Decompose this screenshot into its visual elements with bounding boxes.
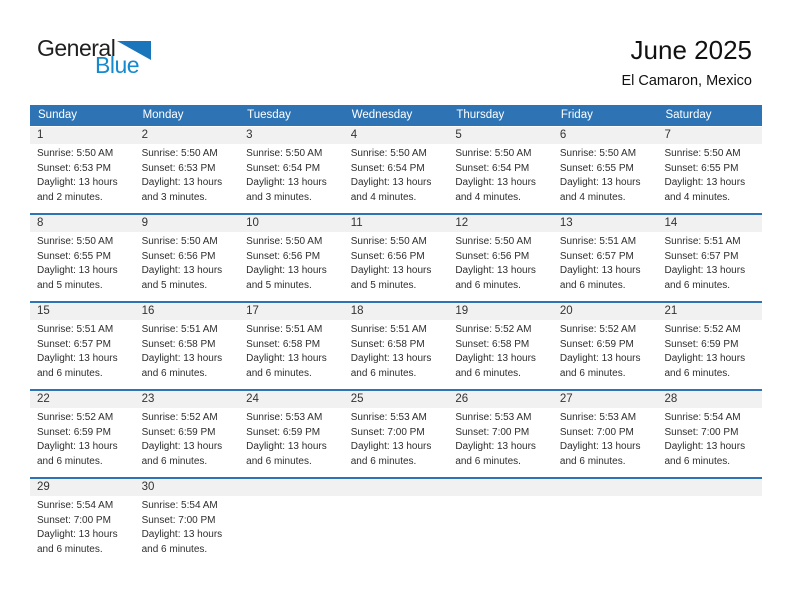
sunrise-text: Sunrise: 5:54 AM	[664, 412, 741, 423]
weekday-header-thursday: Thursday	[456, 109, 505, 121]
daylight-text-line1: Daylight: 13 hours	[559, 441, 641, 452]
sunrise-text: Sunrise: 5:50 AM	[141, 236, 218, 247]
day-details-row	[30, 144, 762, 205]
logo-text-blue: Blue	[95, 52, 140, 78]
day-number-strip	[30, 391, 762, 408]
day-cell-25	[344, 408, 449, 469]
day-number-17: 17	[246, 305, 259, 317]
sunset-text: Sunset: 6:58 PM	[350, 338, 425, 350]
daylight-text-line2: and 6 minutes.	[455, 455, 521, 467]
weekday-header-sunday: Sunday	[38, 109, 78, 121]
sunset-text: Sunset: 6:59 PM	[559, 338, 634, 350]
day-number-29: 29	[37, 481, 50, 493]
sunset-text: Sunset: 7:00 PM	[141, 514, 216, 526]
sunrise-text: Sunrise: 5:51 AM	[141, 324, 218, 335]
sunset-text: Sunset: 7:00 PM	[350, 426, 425, 438]
daylight-text-line2: and 6 minutes.	[37, 543, 103, 555]
week-row-1	[30, 127, 762, 213]
sunrise-text: Sunrise: 5:50 AM	[350, 236, 427, 247]
day-number-13: 13	[559, 217, 573, 229]
day-cell-26	[448, 408, 553, 469]
sunrise-text: Sunrise: 5:53 AM	[246, 412, 323, 423]
sunset-text: Sunset: 6:57 PM	[664, 250, 739, 262]
day-number-25: 25	[350, 393, 364, 405]
day-cell-7	[657, 144, 762, 205]
sunset-text: Sunset: 6:59 PM	[664, 338, 739, 350]
daylight-text-line1: Daylight: 13 hours	[664, 265, 746, 276]
day-cell-empty	[553, 496, 658, 557]
daylight-text-line1: Daylight: 13 hours	[141, 353, 223, 364]
sunrise-text: Sunrise: 5:54 AM	[37, 500, 114, 511]
daylight-text-line2: and 4 minutes.	[455, 191, 521, 203]
day-number-18: 18	[350, 305, 364, 317]
daylight-text-line2: and 6 minutes.	[37, 367, 103, 379]
sunrise-text: Sunrise: 5:52 AM	[664, 324, 741, 335]
daylight-text-line1: Daylight: 13 hours	[350, 265, 432, 276]
day-cell-24	[239, 408, 344, 469]
sunset-text: Sunset: 6:59 PM	[141, 426, 216, 438]
sunrise-text: Sunrise: 5:50 AM	[559, 148, 637, 159]
day-number-7: 7	[664, 129, 671, 141]
sunset-text: Sunset: 6:57 PM	[37, 338, 111, 350]
sunset-text: Sunset: 6:57 PM	[559, 250, 634, 262]
daylight-text-line2: and 4 minutes.	[559, 191, 626, 203]
page-title: June 2025	[630, 35, 752, 65]
daylight-text-line1: Daylight: 13 hours	[350, 177, 432, 188]
day-cell-empty	[239, 496, 344, 557]
day-details-row	[30, 408, 762, 469]
daylight-text-line2: and 6 minutes.	[246, 455, 312, 467]
daylight-text-line1: Daylight: 13 hours	[246, 353, 327, 364]
day-number-15: 15	[37, 305, 50, 317]
day-number-5: 5	[455, 129, 462, 141]
daylight-text-line2: and 3 minutes.	[246, 191, 312, 203]
day-cell-empty	[657, 496, 762, 557]
weekday-header-wednesday: Wednesday	[351, 109, 413, 121]
day-number-12: 12	[455, 217, 469, 229]
day-number-empty	[344, 479, 449, 496]
daylight-text-line2: and 6 minutes.	[141, 455, 208, 467]
daylight-text-line1: Daylight: 13 hours	[37, 353, 118, 364]
daylight-text-line2: and 3 minutes.	[141, 191, 208, 203]
day-number-empty	[553, 479, 658, 496]
sunset-text: Sunset: 6:56 PM	[455, 250, 530, 262]
day-cell-empty	[344, 496, 449, 557]
day-cell-11	[344, 232, 449, 293]
day-number-19: 19	[455, 305, 469, 317]
location-subtitle: El Camaron, Mexico	[621, 73, 752, 89]
day-cell-10	[239, 232, 344, 293]
daylight-text-line2: and 6 minutes.	[141, 543, 208, 555]
day-number-strip	[30, 479, 762, 496]
sunrise-text: Sunrise: 5:50 AM	[37, 236, 114, 247]
daylight-text-line1: Daylight: 13 hours	[246, 441, 327, 452]
day-cell-20	[553, 320, 658, 381]
daylight-text-line1: Daylight: 13 hours	[350, 353, 432, 364]
daylight-text-line1: Daylight: 13 hours	[141, 529, 223, 540]
weekday-header-row	[30, 105, 762, 126]
sunrise-text: Sunrise: 5:50 AM	[664, 148, 741, 159]
calendar-grid	[30, 105, 762, 565]
daylight-text-line1: Daylight: 13 hours	[246, 265, 327, 276]
sunrise-text: Sunrise: 5:52 AM	[455, 324, 532, 335]
sunrise-text: Sunrise: 5:53 AM	[559, 412, 637, 423]
daylight-text-line1: Daylight: 13 hours	[664, 353, 746, 364]
day-number-21: 21	[664, 305, 678, 317]
daylight-text-line1: Daylight: 13 hours	[141, 177, 223, 188]
day-number-strip	[30, 127, 762, 144]
daylight-text-line2: and 5 minutes.	[350, 279, 417, 291]
day-cell-13	[553, 232, 658, 293]
sunset-text: Sunset: 6:53 PM	[141, 162, 216, 174]
day-number-26: 26	[455, 393, 469, 405]
sunset-text: Sunset: 6:56 PM	[246, 250, 321, 262]
daylight-text-line1: Daylight: 13 hours	[455, 177, 536, 188]
day-cell-15	[30, 320, 135, 381]
day-cell-12	[448, 232, 553, 293]
day-number-4: 4	[350, 129, 358, 141]
daylight-text-line1: Daylight: 13 hours	[664, 177, 746, 188]
day-number-3: 3	[246, 129, 253, 141]
daylight-text-line1: Daylight: 13 hours	[559, 353, 641, 364]
daylight-text-line2: and 6 minutes.	[141, 367, 208, 379]
week-row-3	[30, 301, 762, 389]
sunrise-text: Sunrise: 5:50 AM	[246, 236, 323, 247]
day-cell-17	[239, 320, 344, 381]
sunrise-text: Sunrise: 5:51 AM	[246, 324, 323, 335]
daylight-text-line2: and 6 minutes.	[37, 455, 103, 467]
day-cell-18	[344, 320, 449, 381]
day-cell-14	[657, 232, 762, 293]
sunset-text: Sunset: 6:55 PM	[37, 250, 111, 262]
day-cell-22	[30, 408, 135, 469]
day-cell-4	[344, 144, 449, 205]
sunrise-text: Sunrise: 5:53 AM	[455, 412, 532, 423]
day-cell-28	[657, 408, 762, 469]
daylight-text-line2: and 6 minutes.	[559, 367, 626, 379]
day-number-8: 8	[37, 217, 44, 229]
sunrise-text: Sunrise: 5:51 AM	[664, 236, 741, 247]
sunset-text: Sunset: 6:56 PM	[350, 250, 425, 262]
day-details-row	[30, 320, 762, 381]
weekday-header-tuesday: Tuesday	[247, 109, 291, 121]
sunrise-text: Sunrise: 5:50 AM	[141, 148, 218, 159]
sunset-text: Sunset: 6:54 PM	[350, 162, 425, 174]
daylight-text-line1: Daylight: 13 hours	[664, 441, 746, 452]
day-number-10: 10	[246, 217, 259, 229]
daylight-text-line2: and 6 minutes.	[664, 279, 731, 291]
general-blue-logo	[37, 36, 151, 76]
day-cell-2	[135, 144, 240, 205]
sunrise-text: Sunrise: 5:50 AM	[455, 148, 532, 159]
day-cell-5	[448, 144, 553, 205]
day-cell-27	[553, 408, 658, 469]
sunrise-text: Sunrise: 5:51 AM	[350, 324, 427, 335]
sunset-text: Sunset: 6:53 PM	[37, 162, 111, 174]
week-row-4	[30, 389, 762, 477]
day-number-strip	[30, 215, 762, 232]
day-number-16: 16	[141, 305, 155, 317]
day-cell-19	[448, 320, 553, 381]
day-number-14: 14	[664, 217, 678, 229]
day-number-20: 20	[559, 305, 573, 317]
daylight-text-line1: Daylight: 13 hours	[246, 177, 327, 188]
daylight-text-line1: Daylight: 13 hours	[559, 177, 641, 188]
sunset-text: Sunset: 6:55 PM	[664, 162, 739, 174]
daylight-text-line2: and 6 minutes.	[455, 367, 521, 379]
week-row-2	[30, 213, 762, 301]
daylight-text-line1: Daylight: 13 hours	[141, 265, 223, 276]
sunrise-text: Sunrise: 5:50 AM	[246, 148, 323, 159]
day-details-row	[30, 232, 762, 293]
sunrise-text: Sunrise: 5:51 AM	[559, 236, 637, 247]
sunrise-text: Sunrise: 5:52 AM	[141, 412, 218, 423]
day-cell-23	[135, 408, 240, 469]
daylight-text-line2: and 6 minutes.	[664, 455, 731, 467]
daylight-text-line2: and 4 minutes.	[350, 191, 417, 203]
sunset-text: Sunset: 6:56 PM	[141, 250, 216, 262]
day-number-strip	[30, 303, 762, 320]
weekday-header-friday: Friday	[560, 109, 593, 121]
day-number-empty	[239, 479, 344, 496]
sunrise-text: Sunrise: 5:54 AM	[141, 500, 218, 511]
sunrise-text: Sunrise: 5:52 AM	[37, 412, 114, 423]
daylight-text-line1: Daylight: 13 hours	[37, 529, 118, 540]
daylight-text-line2: and 6 minutes.	[350, 455, 417, 467]
sunrise-text: Sunrise: 5:51 AM	[37, 324, 114, 335]
day-cell-9	[135, 232, 240, 293]
day-number-22: 22	[37, 393, 50, 405]
day-number-1: 1	[37, 129, 44, 141]
daylight-text-line1: Daylight: 13 hours	[455, 353, 536, 364]
day-number-9: 9	[141, 217, 148, 229]
daylight-text-line2: and 5 minutes.	[141, 279, 208, 291]
day-cell-29	[30, 496, 135, 557]
sunset-text: Sunset: 6:55 PM	[559, 162, 634, 174]
sunset-text: Sunset: 6:54 PM	[455, 162, 530, 174]
daylight-text-line1: Daylight: 13 hours	[455, 265, 536, 276]
sunset-text: Sunset: 6:58 PM	[246, 338, 321, 350]
logo-text-general: General	[37, 35, 116, 61]
day-cell-8	[30, 232, 135, 293]
day-cell-6	[553, 144, 658, 205]
sunrise-text: Sunrise: 5:53 AM	[350, 412, 427, 423]
daylight-text-line1: Daylight: 13 hours	[37, 441, 118, 452]
sunset-text: Sunset: 7:00 PM	[664, 426, 739, 438]
sunset-text: Sunset: 6:59 PM	[37, 426, 111, 438]
day-cell-16	[135, 320, 240, 381]
daylight-text-line2: and 6 minutes.	[559, 455, 626, 467]
day-number-empty	[657, 479, 762, 496]
day-number-28: 28	[664, 393, 678, 405]
daylight-text-line2: and 2 minutes.	[37, 191, 103, 203]
sunset-text: Sunset: 7:00 PM	[455, 426, 530, 438]
day-cell-30	[135, 496, 240, 557]
daylight-text-line2: and 5 minutes.	[246, 279, 312, 291]
sunset-text: Sunset: 6:59 PM	[246, 426, 321, 438]
daylight-text-line2: and 6 minutes.	[455, 279, 521, 291]
sunset-text: Sunset: 7:00 PM	[37, 514, 111, 526]
day-number-6: 6	[559, 129, 567, 141]
daylight-text-line1: Daylight: 13 hours	[455, 441, 536, 452]
daylight-text-line1: Daylight: 13 hours	[559, 265, 641, 276]
daylight-text-line2: and 6 minutes.	[350, 367, 417, 379]
daylight-text-line1: Daylight: 13 hours	[350, 441, 432, 452]
day-details-row	[30, 496, 762, 557]
daylight-text-line2: and 6 minutes.	[246, 367, 312, 379]
day-cell-1	[30, 144, 135, 205]
day-number-2: 2	[141, 129, 148, 141]
daylight-text-line2: and 6 minutes.	[664, 367, 731, 379]
daylight-text-line2: and 6 minutes.	[559, 279, 626, 291]
day-cell-21	[657, 320, 762, 381]
daylight-text-line1: Daylight: 13 hours	[37, 177, 118, 188]
sunrise-text: Sunrise: 5:50 AM	[350, 148, 427, 159]
day-number-23: 23	[141, 393, 155, 405]
weekday-header-saturday: Saturday	[665, 109, 712, 121]
day-cell-empty	[448, 496, 553, 557]
weekday-header-monday: Monday	[142, 109, 184, 121]
day-number-24: 24	[246, 393, 259, 405]
sunrise-text: Sunrise: 5:50 AM	[455, 236, 532, 247]
day-number-empty	[448, 479, 553, 496]
daylight-text-line1: Daylight: 13 hours	[37, 265, 118, 276]
week-row-5	[30, 477, 762, 565]
day-cell-3	[239, 144, 344, 205]
sunset-text: Sunset: 7:00 PM	[559, 426, 634, 438]
title-block	[621, 36, 752, 89]
day-number-27: 27	[559, 393, 573, 405]
daylight-text-line2: and 4 minutes.	[664, 191, 731, 203]
daylight-text-line1: Daylight: 13 hours	[141, 441, 223, 452]
sunrise-text: Sunrise: 5:50 AM	[37, 148, 114, 159]
sunrise-text: Sunrise: 5:52 AM	[559, 324, 637, 335]
day-number-11: 11	[350, 217, 363, 229]
daylight-text-line2: and 5 minutes.	[37, 279, 103, 291]
sunset-text: Sunset: 6:58 PM	[455, 338, 530, 350]
sunset-text: Sunset: 6:58 PM	[141, 338, 216, 350]
sunset-text: Sunset: 6:54 PM	[246, 162, 321, 174]
weeks-container	[30, 127, 762, 565]
day-number-30: 30	[141, 481, 155, 493]
